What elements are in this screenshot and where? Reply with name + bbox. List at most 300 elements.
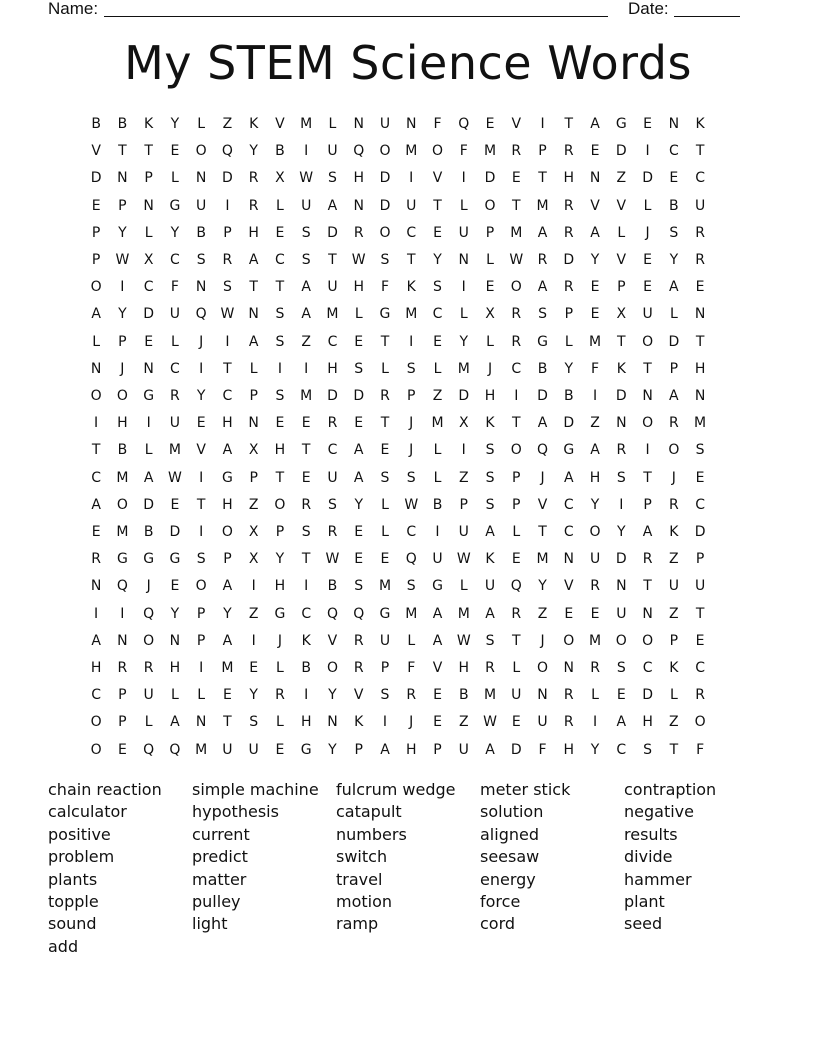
grid-letter[interactable]: P [91,224,101,241]
grid-letter[interactable]: E [354,551,364,568]
grid-letter[interactable]: X [485,306,495,323]
grid-letter[interactable]: T [695,333,705,350]
grid-letter[interactable]: A [485,741,495,758]
grid-letter[interactable]: R [563,279,574,296]
grid-letter[interactable]: C [642,660,653,676]
grid-letter[interactable]: I [199,524,204,540]
grid-letter[interactable]: L [512,524,521,540]
grid-letter[interactable]: O [484,197,496,214]
grid-letter[interactable]: C [563,496,574,513]
grid-letter[interactable]: A [143,469,154,486]
grid-letter[interactable]: C [91,469,102,486]
grid-letter[interactable]: P [144,170,153,187]
grid-letter[interactable]: P [118,197,127,214]
grid-letter[interactable]: L [433,469,442,486]
grid-letter[interactable]: E [590,605,600,622]
grid-letter[interactable]: E [354,333,364,350]
grid-letter[interactable]: U [694,578,706,595]
grid-letter[interactable]: J [199,333,204,350]
grid-letter[interactable]: R [563,714,574,731]
grid-letter[interactable]: R [485,660,495,676]
grid-letter[interactable]: J [409,415,414,432]
grid-letter[interactable]: E [511,551,521,568]
grid-letter[interactable]: X [248,442,259,459]
grid-letter[interactable]: Q [143,741,155,758]
grid-letter[interactable]: L [249,360,258,377]
grid-letter[interactable]: M [483,143,497,160]
grid-letter[interactable]: A [590,116,600,132]
grid-letter[interactable]: H [169,660,181,676]
grid-letter[interactable]: D [143,306,155,323]
grid-letter[interactable]: Y [459,333,469,350]
grid-letter[interactable]: P [669,360,679,377]
grid-letter[interactable]: E [643,116,652,132]
grid-letter[interactable]: N [642,605,653,622]
grid-letter[interactable]: I [304,360,309,377]
grid-letter[interactable]: P [249,469,258,486]
grid-letter[interactable]: Y [170,605,180,622]
grid-letter[interactable]: T [643,578,652,595]
grid-letter[interactable]: O [431,143,444,160]
grid-letter[interactable]: S [669,224,679,241]
grid-letter[interactable]: M [195,741,208,758]
grid-letter[interactable]: E [695,469,705,486]
grid-letter[interactable]: T [275,469,285,486]
grid-letter[interactable]: C [695,660,705,676]
grid-letter[interactable]: L [144,224,153,241]
grid-letter[interactable]: M [300,116,313,132]
grid-letter[interactable]: I [409,170,414,187]
grid-letter[interactable]: N [563,551,575,568]
grid-letter[interactable]: H [563,741,575,758]
grid-letter[interactable]: S [222,279,232,296]
grid-letter[interactable]: E [170,578,180,595]
grid-letter[interactable]: S [354,578,364,595]
grid-letter[interactable]: P [91,252,101,268]
grid-letter[interactable]: N [353,197,364,214]
grid-letter[interactable]: I [225,333,230,350]
grid-letter[interactable]: Q [353,605,365,622]
grid-letter[interactable]: E [301,415,311,432]
grid-letter[interactable]: S [380,469,390,486]
grid-letter[interactable]: A [642,524,653,540]
grid-letter[interactable]: L [328,116,337,132]
grid-letter[interactable]: O [379,224,391,241]
grid-letter[interactable]: R [248,170,259,187]
grid-letter[interactable]: Y [275,551,285,568]
grid-letter[interactable]: L [276,660,284,676]
grid-letter[interactable]: O [537,660,549,676]
grid-letter[interactable]: O [326,660,338,676]
grid-letter[interactable]: P [354,741,363,758]
grid-letter[interactable]: X [458,415,469,432]
grid-letter[interactable]: S [301,224,311,241]
grid-letter[interactable]: U [511,687,522,704]
grid-letter[interactable]: R [170,388,180,404]
grid-letter[interactable]: U [222,741,233,758]
grid-letter[interactable]: N [694,388,706,404]
date-line[interactable] [674,16,740,17]
grid-letter[interactable]: A [432,605,443,622]
grid-letter[interactable]: L [144,714,153,731]
grid-letter[interactable]: R [695,687,705,704]
grid-letter[interactable]: V [432,660,443,676]
grid-letter[interactable]: S [616,469,626,486]
grid-letter[interactable]: A [248,333,259,350]
grid-letter[interactable]: B [301,660,311,676]
grid-letter[interactable]: F [407,660,416,676]
grid-letter[interactable]: E [196,415,206,432]
grid-letter[interactable]: I [461,279,466,296]
grid-letter[interactable]: E [433,714,442,731]
grid-letter[interactable]: Y [170,224,180,241]
grid-letter[interactable]: E [117,741,127,758]
grid-letter[interactable]: O [90,714,102,731]
grid-letter[interactable]: L [669,306,678,323]
grid-letter[interactable]: I [146,415,151,432]
grid-letter[interactable]: O [379,143,391,160]
grid-letter[interactable]: J [487,360,493,377]
grid-letter[interactable]: L [144,442,153,459]
grid-letter[interactable]: E [275,224,285,241]
grid-letter[interactable]: S [406,360,416,377]
grid-letter[interactable]: N [537,687,548,704]
grid-letter[interactable]: U [432,551,443,568]
grid-letter[interactable]: P [512,469,521,486]
grid-letter[interactable]: M [326,306,339,323]
grid-letter[interactable]: T [223,360,232,377]
grid-letter[interactable]: I [304,578,309,595]
grid-letter[interactable]: E [275,741,285,758]
grid-letter[interactable]: R [406,687,417,704]
grid-letter[interactable]: N [327,714,338,731]
grid-letter[interactable]: Y [328,741,337,758]
grid-letter[interactable]: R [143,660,154,676]
grid-letter[interactable]: K [669,524,679,540]
grid-letter[interactable]: M [457,605,470,622]
grid-letter[interactable]: Q [221,143,233,160]
grid-letter[interactable]: A [616,714,627,731]
grid-letter[interactable]: R [353,632,364,649]
grid-letter[interactable]: R [590,660,600,676]
grid-letter[interactable]: M [457,360,470,377]
grid-letter[interactable]: R [275,687,285,704]
grid-letter[interactable]: A [669,279,679,296]
grid-letter[interactable]: D [563,252,575,268]
grid-letter[interactable]: J [645,224,650,241]
grid-letter[interactable]: S [643,741,653,758]
grid-letter[interactable]: I [94,605,99,622]
grid-letter[interactable]: J [277,632,282,649]
grid-letter[interactable]: O [195,578,207,595]
grid-letter[interactable]: O [615,632,627,649]
grid-letter[interactable]: C [616,741,627,758]
grid-letter[interactable]: Y [118,306,127,323]
grid-letter[interactable]: R [353,224,364,241]
grid-letter[interactable]: D [458,388,470,404]
grid-letter[interactable]: P [118,687,127,704]
grid-letter[interactable]: A [485,605,495,622]
grid-letter[interactable]: D [642,687,653,704]
grid-letter[interactable]: N [353,116,364,132]
grid-letter[interactable]: C [275,252,285,268]
grid-letter[interactable]: E [433,333,442,350]
grid-letter[interactable]: N [195,714,207,731]
grid-letter[interactable]: U [537,714,548,731]
grid-letter[interactable]: L [433,442,442,459]
grid-letter[interactable]: A [353,469,364,486]
grid-letter[interactable]: L [459,306,468,323]
grid-letter[interactable]: S [380,252,390,268]
grid-letter[interactable]: E [511,170,521,187]
grid-letter[interactable]: V [91,143,101,160]
grid-letter[interactable]: R [563,143,574,160]
grid-letter[interactable]: E [380,442,390,459]
grid-letter[interactable]: I [540,116,545,132]
grid-letter[interactable]: F [433,116,442,132]
grid-letter[interactable]: Z [222,116,233,132]
grid-letter[interactable]: O [642,632,654,649]
grid-letter[interactable]: C [563,524,574,540]
grid-letter[interactable]: E [301,469,311,486]
grid-letter[interactable]: C [222,388,233,404]
grid-letter[interactable]: G [143,388,155,404]
grid-letter[interactable]: K [669,660,679,676]
grid-letter[interactable]: B [537,360,548,377]
grid-letter[interactable]: E [433,224,442,241]
grid-letter[interactable]: V [616,197,627,214]
grid-letter[interactable]: A [353,442,364,459]
grid-letter[interactable]: U [327,469,338,486]
name-line[interactable] [104,16,608,17]
grid-letter[interactable]: H [117,415,128,432]
grid-letter[interactable]: R [327,524,338,540]
grid-letter[interactable]: A [590,442,600,459]
grid-letter[interactable]: E [170,496,180,513]
grid-letter[interactable]: N [195,170,207,187]
grid-letter[interactable]: M [536,551,549,568]
grid-letter[interactable]: N [248,306,259,323]
grid-letter[interactable]: C [143,279,154,296]
grid-letter[interactable]: D [90,170,102,187]
grid-letter[interactable]: T [196,496,206,513]
grid-letter[interactable]: P [249,388,258,404]
grid-letter[interactable]: D [615,388,627,404]
grid-letter[interactable]: M [405,605,418,622]
grid-letter[interactable]: D [169,524,181,540]
grid-letter[interactable]: S [275,306,285,323]
grid-letter[interactable]: Y [328,687,337,704]
grid-letter[interactable]: A [170,714,180,731]
grid-letter[interactable]: N [117,170,128,187]
grid-letter[interactable]: E [433,687,442,704]
grid-letter[interactable]: E [275,415,285,432]
grid-letter[interactable]: T [275,279,285,296]
grid-letter[interactable]: T [512,415,521,432]
grid-letter[interactable]: B [432,496,443,513]
grid-letter[interactable]: E [616,687,626,704]
grid-letter[interactable]: V [432,170,443,187]
grid-letter[interactable]: D [353,388,365,404]
grid-letter[interactable]: K [616,360,626,377]
grid-letter[interactable]: L [92,333,101,350]
grid-letter[interactable]: R [563,224,574,241]
grid-letter[interactable]: R [117,660,128,676]
grid-letter[interactable]: Z [248,605,259,622]
grid-letter[interactable]: A [222,442,233,459]
grid-letter[interactable]: F [459,143,468,160]
grid-letter[interactable]: K [144,116,154,132]
grid-letter[interactable]: A [669,388,679,404]
grid-letter[interactable]: W [220,306,235,323]
grid-letter[interactable]: P [643,496,652,513]
grid-letter[interactable]: R [327,415,338,432]
grid-letter[interactable]: J [409,442,414,459]
grid-letter[interactable]: P [118,714,127,731]
grid-letter[interactable]: S [328,496,337,513]
grid-letter[interactable]: S [485,442,495,459]
grid-letter[interactable]: A [537,415,548,432]
grid-letter[interactable]: A [485,524,495,540]
grid-letter[interactable]: D [615,551,627,568]
grid-letter[interactable]: N [563,660,575,676]
grid-letter[interactable]: T [512,632,521,649]
grid-letter[interactable]: O [274,496,286,513]
grid-letter[interactable]: T [538,524,547,540]
grid-letter[interactable]: U [327,143,338,160]
grid-letter[interactable]: N [90,578,102,595]
grid-letter[interactable]: W [115,252,130,268]
grid-letter[interactable]: J [120,360,125,377]
grid-letter[interactable]: N [169,632,181,649]
grid-letter[interactable]: I [435,524,440,540]
grid-letter[interactable]: H [405,741,417,758]
grid-letter[interactable]: G [432,578,443,595]
grid-letter[interactable]: T [512,197,521,214]
grid-letter[interactable]: N [143,197,154,214]
grid-letter[interactable]: Z [458,469,469,486]
grid-letter[interactable]: O [116,496,128,513]
grid-letter[interactable]: Q [458,116,470,132]
grid-letter[interactable]: U [694,197,706,214]
grid-letter[interactable]: O [589,524,601,540]
grid-letter[interactable]: B [91,116,101,132]
grid-letter[interactable]: L [276,197,284,214]
grid-letter[interactable]: D [537,388,548,404]
grid-letter[interactable]: W [456,632,471,649]
grid-letter[interactable]: Z [248,496,259,513]
grid-letter[interactable]: R [537,252,548,268]
grid-letter[interactable]: R [668,496,679,513]
grid-letter[interactable]: X [248,551,259,568]
grid-letter[interactable]: I [120,605,125,622]
grid-letter[interactable]: Z [669,714,679,731]
grid-letter[interactable]: M [405,306,418,323]
grid-letter[interactable]: Y [590,252,600,268]
grid-letter[interactable]: O [90,741,102,758]
grid-letter[interactable]: M [589,632,602,649]
grid-letter[interactable]: L [512,660,521,676]
grid-letter[interactable]: H [222,415,233,432]
grid-letter[interactable]: Q [116,578,128,595]
grid-letter[interactable]: B [117,442,128,459]
grid-letter[interactable]: R [91,551,101,568]
grid-letter[interactable]: U [616,605,627,622]
grid-letter[interactable]: O [221,524,233,540]
grid-letter[interactable]: M [589,333,602,350]
grid-letter[interactable]: I [382,714,388,731]
grid-letter[interactable]: M [431,415,444,432]
grid-letter[interactable]: G [169,197,181,214]
grid-letter[interactable]: C [511,360,522,377]
grid-letter[interactable]: C [432,306,443,323]
grid-letter[interactable]: L [433,360,442,377]
grid-letter[interactable]: C [301,605,312,622]
grid-letter[interactable]: A [537,279,548,296]
grid-letter[interactable]: U [458,224,469,241]
grid-letter[interactable]: S [485,469,495,486]
grid-letter[interactable]: O [143,632,155,649]
grid-letter[interactable]: R [590,578,600,595]
grid-letter[interactable]: E [91,197,101,214]
grid-letter[interactable]: V [537,496,548,513]
grid-letter[interactable]: R [511,333,522,350]
grid-letter[interactable]: A [91,632,101,649]
grid-letter[interactable]: P [223,224,232,241]
grid-letter[interactable]: L [617,224,626,241]
grid-letter[interactable]: N [694,306,706,323]
grid-letter[interactable]: N [616,415,627,432]
grid-letter[interactable]: Q [510,578,522,595]
grid-letter[interactable]: S [196,551,206,568]
grid-letter[interactable]: L [564,333,573,350]
grid-letter[interactable]: D [510,741,522,758]
grid-letter[interactable]: I [199,360,204,377]
grid-letter[interactable]: J [671,469,676,486]
grid-letter[interactable]: E [91,524,101,540]
grid-letter[interactable]: R [616,442,627,459]
grid-letter[interactable]: A [222,632,233,649]
grid-letter[interactable]: I [225,197,230,214]
grid-letter[interactable]: D [484,170,496,187]
grid-letter[interactable]: P [617,279,626,296]
grid-letter[interactable]: E [485,279,495,296]
grid-letter[interactable]: B [143,524,154,540]
grid-letter[interactable]: C [695,170,705,187]
grid-letter[interactable]: H [353,279,364,296]
grid-letter[interactable]: N [642,388,653,404]
grid-letter[interactable]: X [616,306,627,323]
grid-letter[interactable]: Z [669,551,679,568]
grid-letter[interactable]: L [170,333,179,350]
grid-letter[interactable]: J [409,714,414,731]
grid-letter[interactable]: U [169,415,181,432]
grid-letter[interactable]: U [484,578,496,595]
grid-letter[interactable]: M [378,578,392,595]
grid-letter[interactable]: Y [590,496,600,513]
grid-letter[interactable]: W [509,252,524,268]
grid-letter[interactable]: R [668,415,679,432]
grid-letter[interactable]: N [195,279,207,296]
grid-letter[interactable]: H [300,714,312,731]
grid-letter[interactable]: M [116,524,129,540]
grid-letter[interactable]: E [354,524,364,540]
grid-letter[interactable]: S [433,279,442,296]
grid-letter[interactable]: E [249,660,259,676]
grid-letter[interactable]: K [695,116,705,132]
grid-letter[interactable]: P [275,524,285,540]
grid-letter[interactable]: L [170,687,179,704]
